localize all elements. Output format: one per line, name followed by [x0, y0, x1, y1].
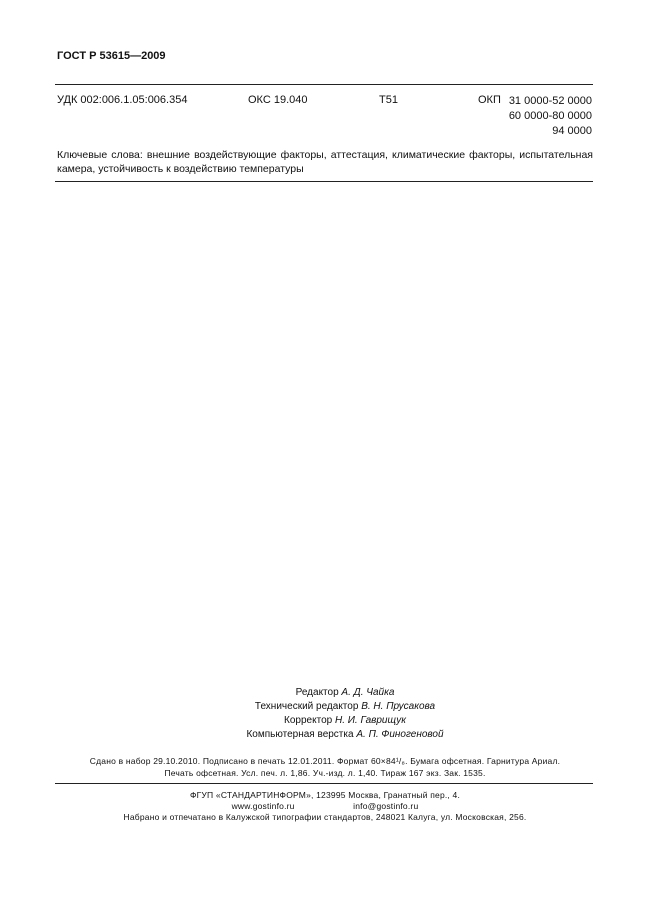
publisher-block: [70, 790, 580, 823]
credit-role: Корректор: [284, 715, 333, 726]
credit-tech-editor: [180, 700, 510, 714]
imprint-line: Сдано в набор 29.10.2010. Подписано в печать 12.01.2011. Формат 60×84¹/₈. Бумага офсетная. Гарнитура Ариал.: [89, 756, 561, 766]
credit-name: А. Д. Чайка: [341, 687, 395, 698]
credit-corrector: [180, 714, 510, 728]
imprint-line: Печать офсетная. Усл. печ. л. 1,86. Уч.-изд. л. 1,40. Тираж 167 экз. Зак. 1535.: [164, 768, 486, 778]
udk-code: УДК 002:006.1.05:006.354: [57, 94, 188, 106]
credit-layout: [180, 728, 510, 742]
credit-name: В. Н. Прусакова: [361, 701, 436, 712]
credit-editor: [180, 686, 510, 700]
okp-code: 60 0000-80 0000: [508, 110, 592, 122]
okp-code: 94 0000: [552, 125, 592, 137]
publisher-address: ФГУП «СТАНДАРТИНФОРМ», 123995 Москва, Гранатный пер., 4.: [189, 790, 461, 800]
divider-top: [55, 84, 593, 85]
credit-name: Н. И. Гаврищук: [334, 715, 406, 726]
t-code: Т51: [379, 94, 398, 106]
printer-info: Набрано и отпечатано в Калужской типографии стандартов, 248021 Калуга, ул. Московская, 256.: [123, 812, 527, 822]
credit-role: Компьютерная верстка: [246, 729, 354, 740]
divider-publisher: [55, 783, 593, 784]
keywords-paragraph: Ключевые слова: внешние воздействующие факторы, аттестация, климатические факторы, испытательная камера, устойчивость к воздействию температуры: [57, 149, 593, 175]
okp-code: 31 0000-52 0000: [508, 95, 592, 107]
oks-code: ОКС 19.040: [248, 94, 308, 106]
okp-codes: [500, 94, 592, 139]
publisher-contacts: [70, 801, 580, 812]
credits-block: [180, 686, 510, 742]
divider-keywords: [55, 181, 593, 182]
okp-label: ОКП: [478, 94, 501, 106]
credit-name: А. П. Финогеновой: [356, 729, 444, 740]
publisher-website[interactable]: www.gostinfo.ru: [231, 801, 295, 811]
credit-role: Редактор: [295, 687, 339, 698]
credit-role: Технический редактор: [254, 701, 359, 712]
imprint-block: [70, 755, 580, 779]
standard-code: ГОСТ Р 53615—2009: [57, 50, 166, 62]
publisher-email[interactable]: info@gostinfo.ru: [353, 801, 419, 811]
